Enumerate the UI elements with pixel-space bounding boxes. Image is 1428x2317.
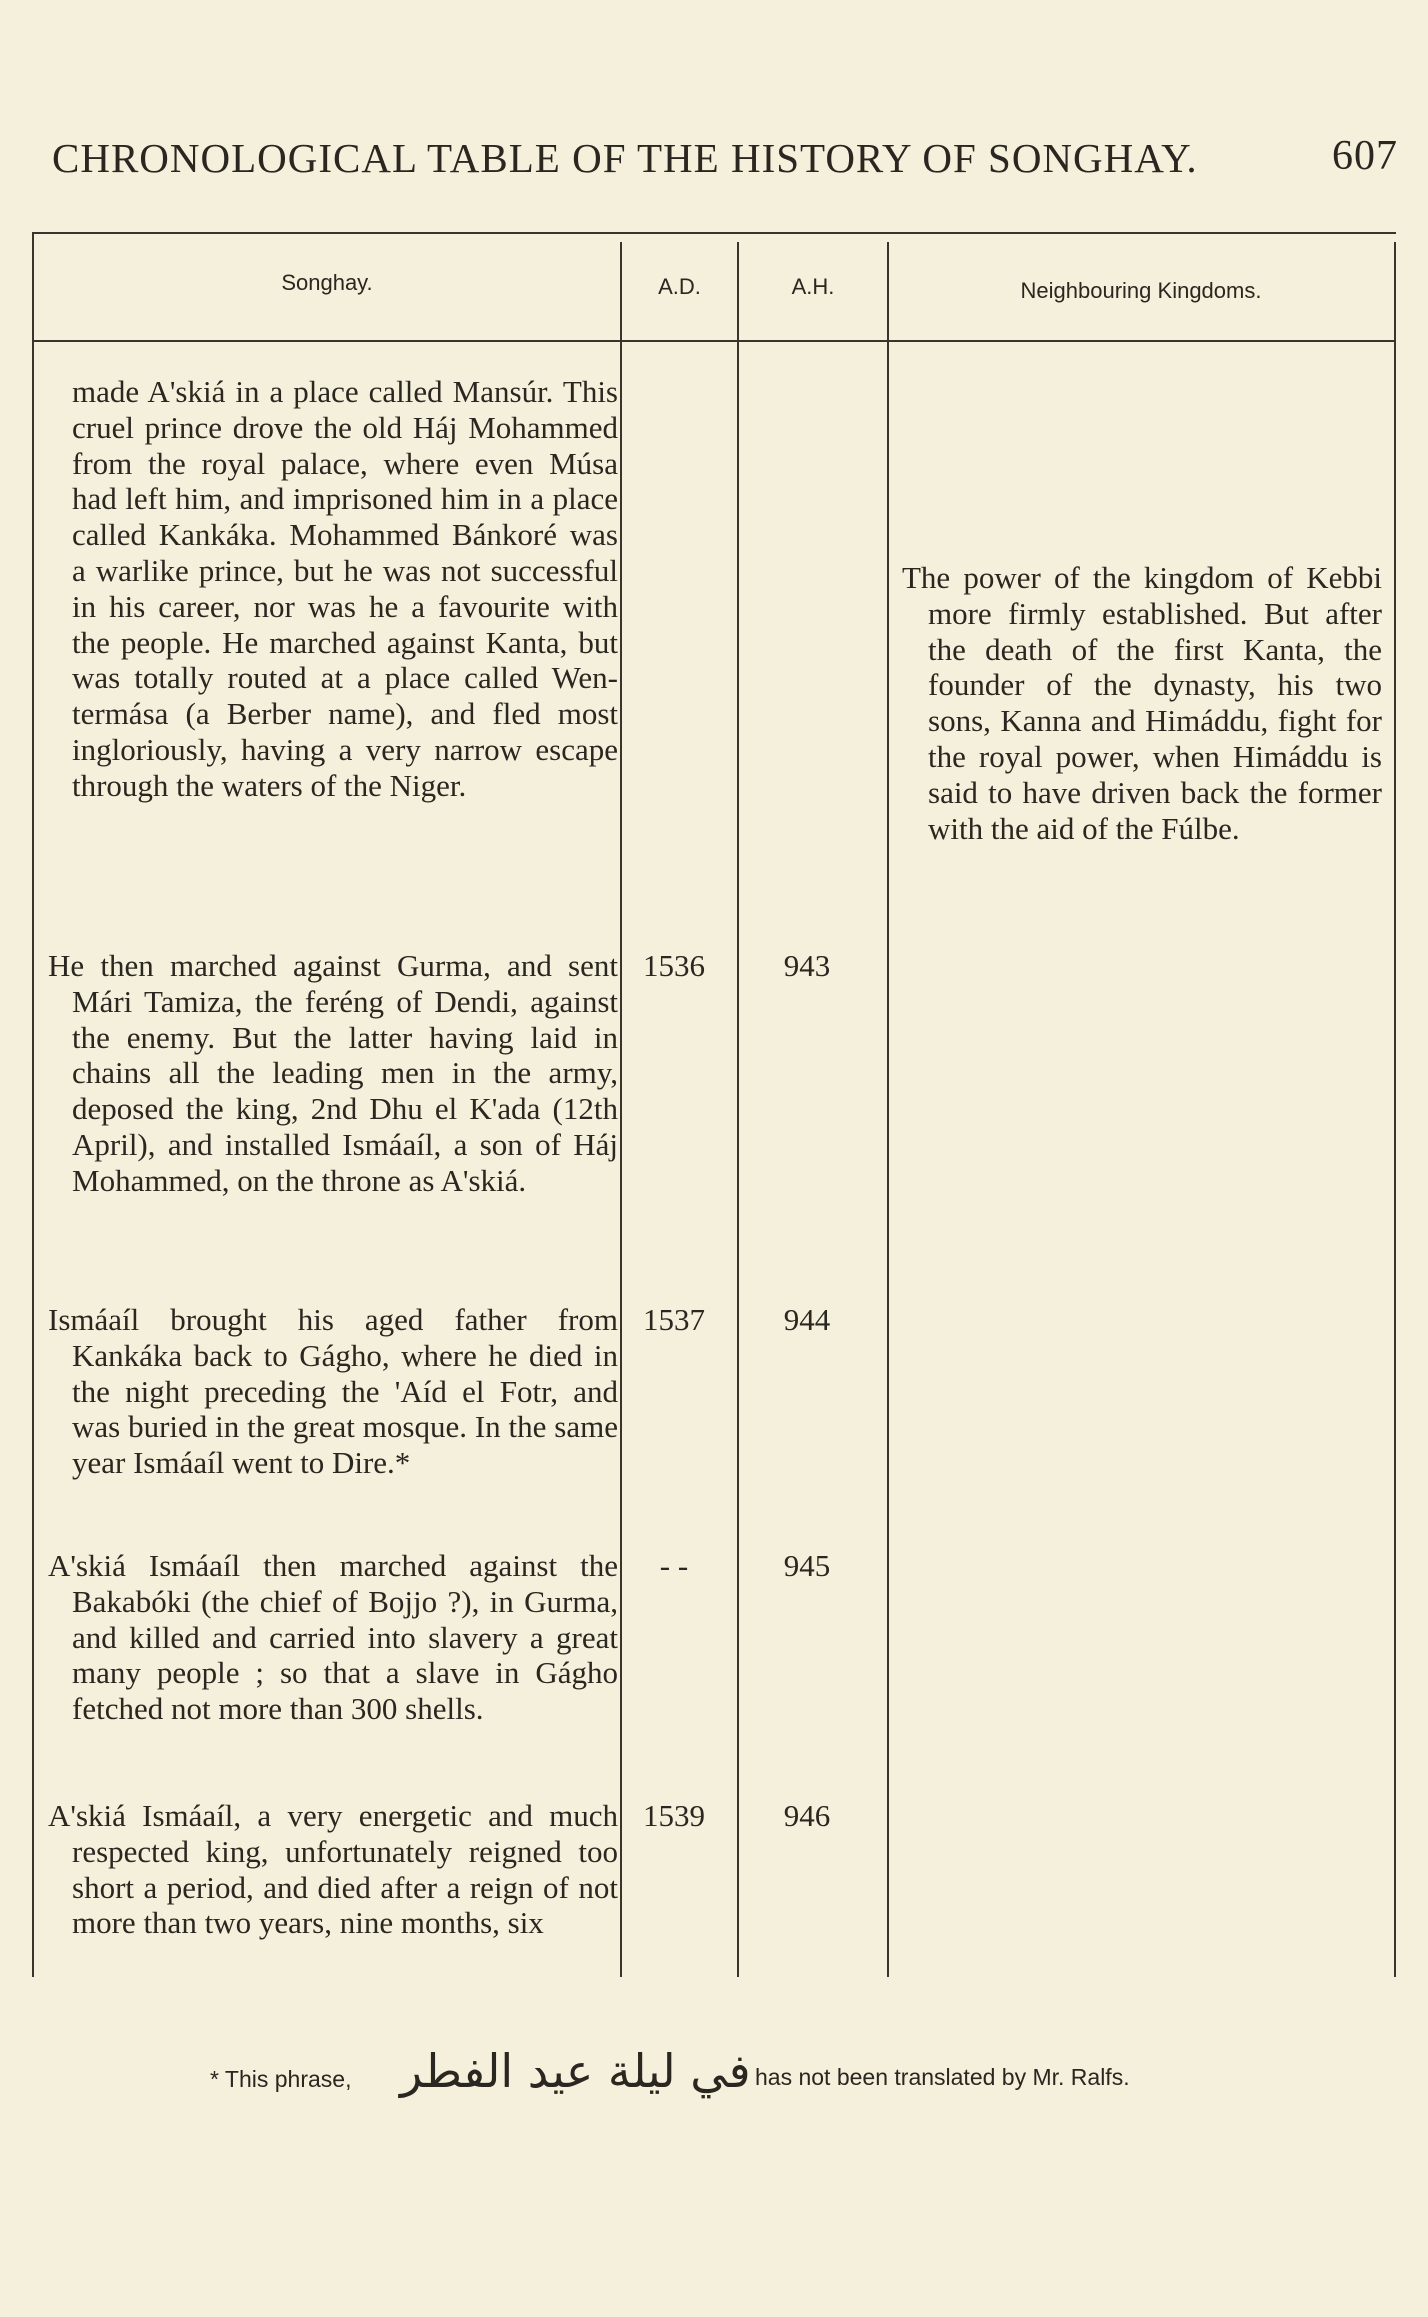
page-title: CHRONOLOGICAL TABLE OF THE HISTORY OF SONGHAY. [52,135,1198,181]
footnote-prefix: * This phrase, [210,2066,352,2092]
table-row-3-ah: 944 [783,1302,831,1337]
table-row-3-songhay: Ismáaíl brought his aged father from Kankáka back to Gágho, where he died in the night preceding the 'Aíd el Fotr, and was buried in the great mosque. In the same year Ismáaíl went to Dire.* [48,1302,618,1481]
table-row-4-ah: 945 [783,1548,831,1583]
table-top-rule [32,232,1396,234]
table-row-4-ad: - - [659,1548,689,1583]
column-divider-right [1394,242,1396,1977]
column-header-neighbouring: Neighbouring Kingdoms. [1020,278,1262,303]
table-row-2-ad: 1536 [643,948,705,983]
footnote-suffix: has not been translated by Mr. Ralfs. [755,2064,1130,2090]
column-divider-ad-ah [737,242,739,1977]
table-row-2-songhay: He then marched against Gurma, and sent Mári Tamiza, the feréng of Dendi, against the enemy. But the latter having laid in chains all the leading men in the army, deposed the king, 2nd Dhu el K'ada (12th April), and installed Ismáaíl, a son of Háj Mohammed, on the throne as A'skiá. [48,948,618,1198]
table-row-2-ah: 943 [783,948,831,983]
column-header-ad: A.D. [658,274,701,299]
chronological-table [32,232,1398,1977]
footnote-arabic-phrase: في ليلة عيد الفطر [400,2044,751,2098]
column-divider-left [32,232,34,1977]
table-header-rule [32,340,1396,342]
footnote [210,2040,1210,2100]
table-row-5-ah: 946 [783,1798,831,1833]
table-row-3-ad: 1537 [643,1302,705,1337]
table-row-1-neighbouring: The power of the kingdom of Kebbi more firmly established. But after the death of the first Kanta, the founder of the dynasty, his two sons, Kanna and Himáddu, fight for the royal power, when Himáddu is said to have driven back the former with the aid of the Fúlbe. [902,560,1382,846]
table-row-4-songhay: A'skiá Ismáaíl then marched against the Bakabóki (the chief of Bojjo ?), in Gurma, and killed and carried into slavery a great many people ; so that a slave in Gágho fetched not more than 300 shells. [48,1548,618,1727]
table-row-5-songhay: A'skiá Ismáaíl, a very energetic and much respected king, unfortunately reigned too short a period, and died after a reign of not more than two years, nine months, six [48,1798,618,1941]
table-row-5-ad: 1539 [643,1798,705,1833]
column-divider-songhay-ad [620,242,622,1977]
running-header [52,128,1398,188]
page-number: 607 [1332,133,1398,179]
column-header-ah: A.H. [791,274,835,299]
table-row-1-songhay: made A'skiá in a place called Mansúr. This cruel prince drove the old Háj Mohammed from the royal palace, where even Músa had left him, and imprisoned him in a place called Kankáka. Mohammed Bánkoré was a warlike prince, but he was not successful in his career, nor was he a favourite with the people. He marched against Kanta, but was totally routed at a place called Wen-termása (a Berber name), and fled most ingloriously, having a very narrow escape through the waters of the Niger. [72,374,618,803]
column-header-songhay: Songhay. [281,270,373,295]
column-divider-ah-neighbouring [887,242,889,1977]
